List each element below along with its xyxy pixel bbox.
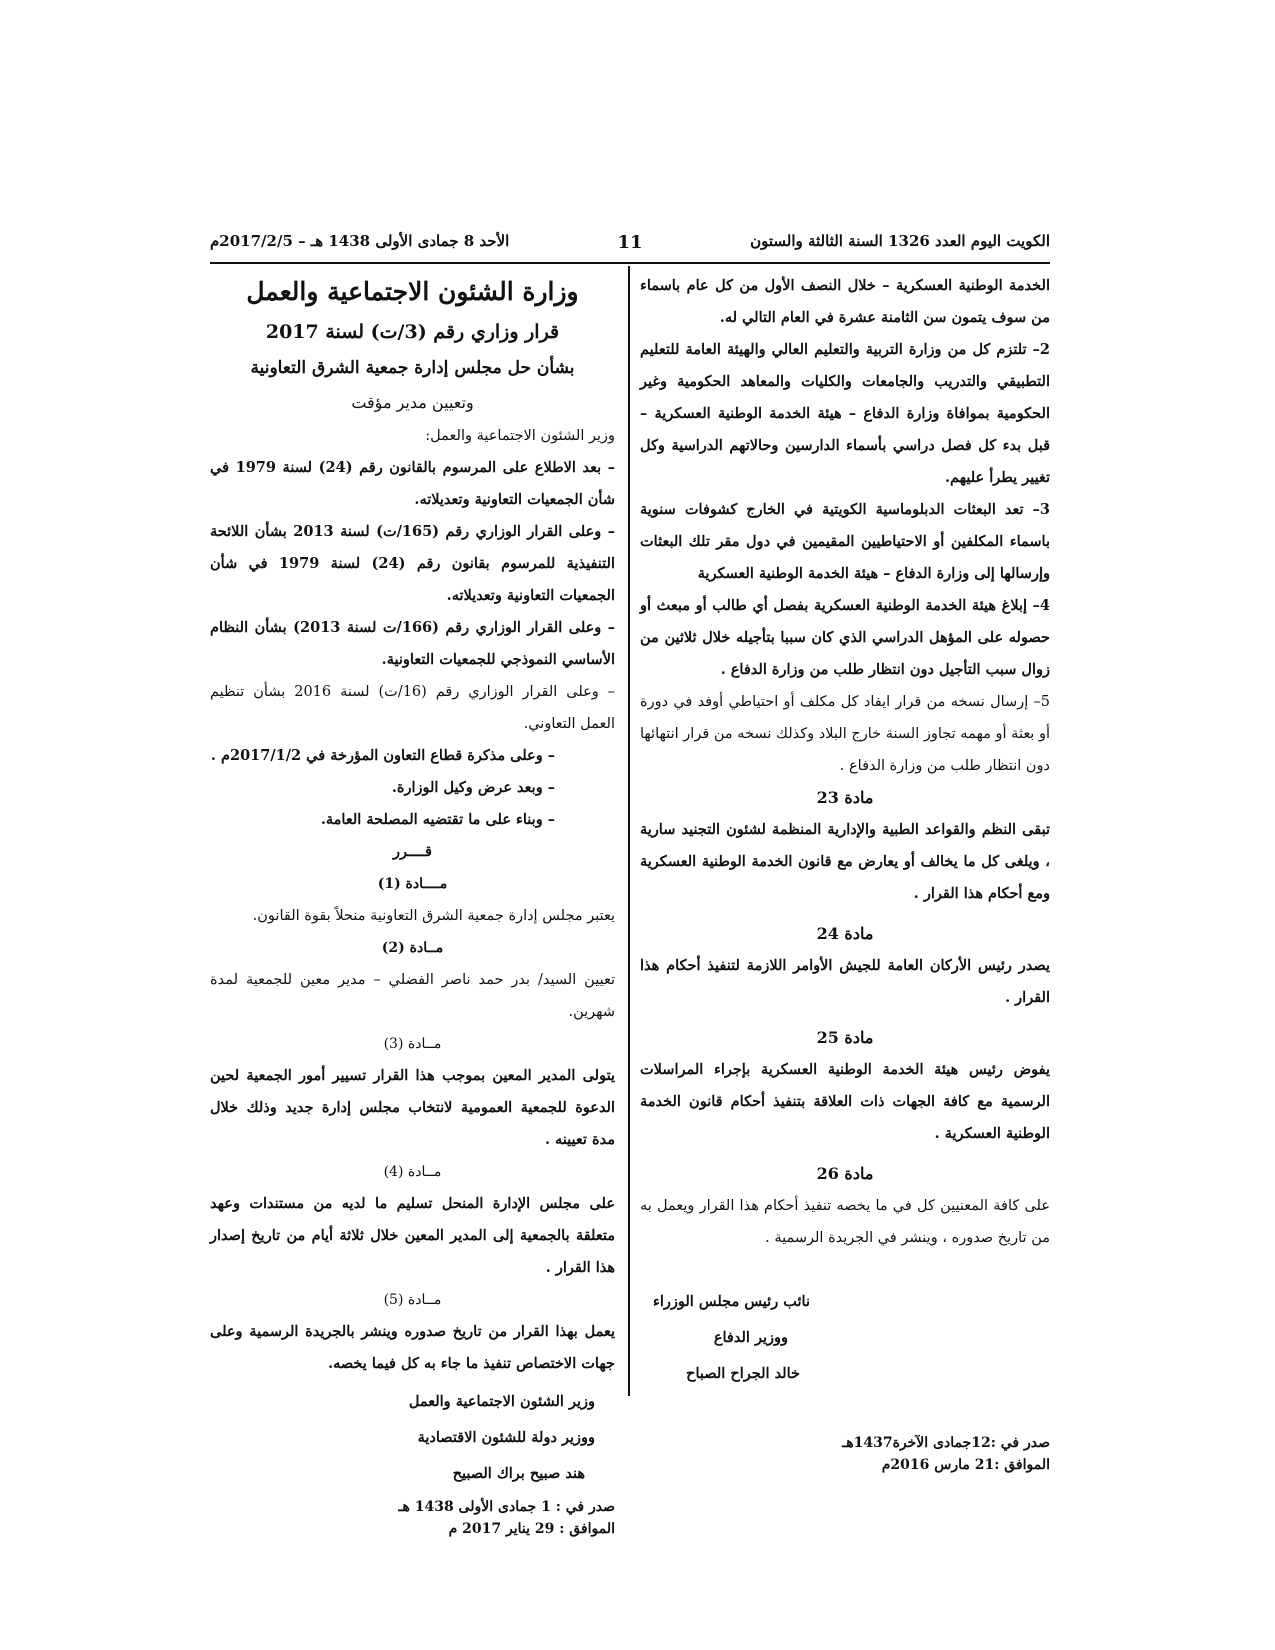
article-heading: مــادة (4): [383, 1164, 442, 1180]
page-number: 11: [617, 232, 643, 253]
issue-date-hijri: صدر في :12جمادى الآخرة1437هـ: [842, 1435, 1050, 1451]
article-text: يفوض رئيس هيئة الخدمة الوطنية العسكرية بإجراء المراسلات الرسمية مع كافة الجهات ذات العلاقة بتنفيذ أحكام قانون الخدمة الوطنية العسكرية .: [640, 1061, 1050, 1142]
issue-date-gregorian: الموافق : 29 يناير 2017 م: [448, 1521, 615, 1537]
issue-date-block: [640, 1432, 1050, 1476]
signatory-name: هند صبيح براك الصبيح: [452, 1465, 585, 1482]
ministry-title: وزارة الشئون الاجتماعية والعمل: [246, 277, 579, 306]
preamble-item: – وبعد عرض وكيل الوزارة.: [391, 779, 555, 796]
article-text: تبقى النظم والقواعد الطبية والإدارية المنظمة لشئون التجنيد سارية ، ويلغى كل ما يخالف أو يعارض مع قانون الخدمة الوطنية العسكرية ومع أحكام هذا القرار .: [640, 821, 1050, 902]
preamble-item: – بعد الاطلاع على المرسوم بالقانون رقم (24) لسنة 1979 في شأن الجمعيات التعاونية وتعديلاته.: [210, 459, 615, 508]
article-heading: مــادة (5): [383, 1292, 442, 1308]
preamble-item: – وعلى القرار الوزاري رقم (165/ت) لسنة 2013 بشأن اللائحة التنفيذية للمرسوم بقانون رقم (24) لسنة 1979 في شأن الجمعيات التعاونية وتعديلاته.: [210, 523, 615, 604]
signature-title: وزير الشئون الاجتماعية والعمل: [408, 1393, 595, 1410]
article-heading: مادة 25: [816, 1028, 874, 1047]
article-heading: مــادة (3): [383, 1036, 442, 1052]
article-text: يعمل بهذا القرار من تاريخ صدوره وينشر بالجريدة الرسمية وعلى جهات الاختصاص تنفيذ ما جاء به كل فيما يخصه.: [210, 1323, 615, 1372]
article-text: تعيين السيد/ بدر حمد ناصر الفضلي – مدير معين للجمعية لمدة شهرين.: [210, 972, 615, 1020]
column-divider: [628, 266, 630, 1396]
article-heading: مــــادة (1): [377, 876, 448, 892]
article-text: يعتبر مجلس إدارة جمعية الشرق التعاونية منحلاً بقوة القانون.: [252, 908, 615, 924]
issue-date-gregorian: الموافق :21 مارس 2016م: [881, 1457, 1050, 1473]
preamble-item: – وبناء على ما تقتضيه المصلحة العامة.: [320, 811, 555, 828]
paragraph: الخدمة الوطنية العسكرية – خلال النصف الأول من كل عام باسماء من سوف يتمون سن الثامنة عشرة في العام التالي له.: [640, 277, 1050, 326]
header-issue-info: الكويت اليوم العدد 1326 السنة الثالثة والستون: [750, 232, 1050, 250]
issue-date-block: [210, 1496, 615, 1540]
signature-title: ووزير دولة للشئون الاقتصادية: [417, 1429, 595, 1446]
article-heading: مادة 26: [816, 1164, 874, 1183]
signature-block: [640, 1284, 1050, 1392]
preamble-item: – وعلى القرار الوزاري رقم (16/ت) لسنة 2016 بشأن تنظيم العمل التعاوني.: [210, 684, 615, 732]
preamble-item: – وعلى القرار الوزاري رقم (166/ت لسنة 2013) بشأن النظام الأساسي النموذجي للجمعيات التعاونية.: [210, 619, 616, 668]
decree-title: قرار وزاري رقم (3/ت) لسنة 2017: [265, 321, 560, 343]
article-text: يصدر رئيس الأركان العامة للجيش الأوامر اللازمة لتنفيذ أحكام هذا القرار .: [640, 957, 1050, 1006]
issue-date-hijri: صدر في : 1 جمادى الأولى 1438 هـ: [398, 1499, 615, 1515]
article-heading: مادة 24: [816, 924, 874, 943]
article-text: على كافة المعنيين كل في ما يخصه تنفيذ أحكام هذا القرار ويعمل به من تاريخ صدوره ، وينشر في الجريدة الرسمية .: [640, 1198, 1050, 1246]
paragraph: 5– إرسال نسخه من قرار ايفاد كل مكلف أو احتياطي أوفد في دورة أو بعثة أو مهمه تجاوز السنة خارج البلاد وكذلك نسخه من قرار انتهائها دون انتظار طلب من وزارة الدفاع .: [640, 694, 1050, 774]
signature-title: ووزير الدفاع: [713, 1329, 788, 1346]
paragraph: 2– تلتزم كل من وزارة التربية والتعليم العالي والهيئة العامة للتعليم التطبيقي والتدريب والجامعات والكليات والمعاهد الحكومية وغير الحكومية بموافاة وزارة الدفاع – هيئة الخدمة الوطنية العسكرية – قبل بدء كل فصل دراسي بأسماء الدارسين وحالاتهم الدراسية وكل تغيير يطرأ عليهم.: [640, 341, 1050, 486]
signature-title: نائب رئيس مجلس الوزراء: [653, 1293, 810, 1310]
article-heading: مادة 23: [816, 788, 874, 807]
header-rule: [210, 262, 1050, 264]
header-date: الأحد 8 جمادى الأولى 1438 هـ – 2017/2/5م: [210, 232, 510, 250]
article-text: على مجلس الإدارة المنحل تسليم ما لديه من مستندات وعهد متعلقة بالجمعية إلى المدير المعين خلال ثلاثة أيام من تاريخ إصدار هذا القرار .: [210, 1195, 615, 1276]
signature-block: [210, 1384, 615, 1492]
preamble-intro: وزير الشئون الاجتماعية والعمل:: [425, 428, 615, 444]
preamble-item: – وعلى مذكرة قطاع التعاون المؤرخة في 2017/1/2م .: [210, 747, 555, 764]
decree-subject: وتعيين مدير مؤقت: [351, 393, 474, 412]
left-column: [210, 270, 615, 1540]
paragraph: 3– تعد البعثات الدبلوماسية الكويتية في الخارج كشوفات سنوية باسماء المكلفين أو الاحتياطيين المقيمين في دول مقر تلك البعثات وإرسالها إلى وزارة الدفاع – هيئة الخدمة الوطنية العسكرية: [640, 501, 1050, 582]
decided-heading: قــــرر: [393, 843, 432, 860]
signatory-name: خالد الجراح الصباح: [686, 1365, 800, 1382]
running-header: [210, 232, 1050, 260]
paragraph: 4– إبلاغ هيئة الخدمة الوطنية العسكرية بفصل أي طالب أو مبعث أو حصوله على المؤهل الدراسي الذي كان سببا بتأجيله خلال ثلاثين من زوال سبب التأجيل دون انتظار طلب من وزارة الدفاع .: [640, 597, 1050, 678]
decree-subject: بشأن حل مجلس إدارة جمعية الشرق التعاونية: [250, 358, 575, 378]
right-column: [640, 270, 1050, 1476]
article-heading: مــادة (2): [381, 940, 444, 956]
article-text: يتولى المدير المعين بموجب هذا القرار تسيير أمور الجمعية لحين الدعوة للجمعية العمومية لانتخاب مجلس إدارة جديد وذلك خلال مدة تعيينه .: [210, 1067, 615, 1148]
